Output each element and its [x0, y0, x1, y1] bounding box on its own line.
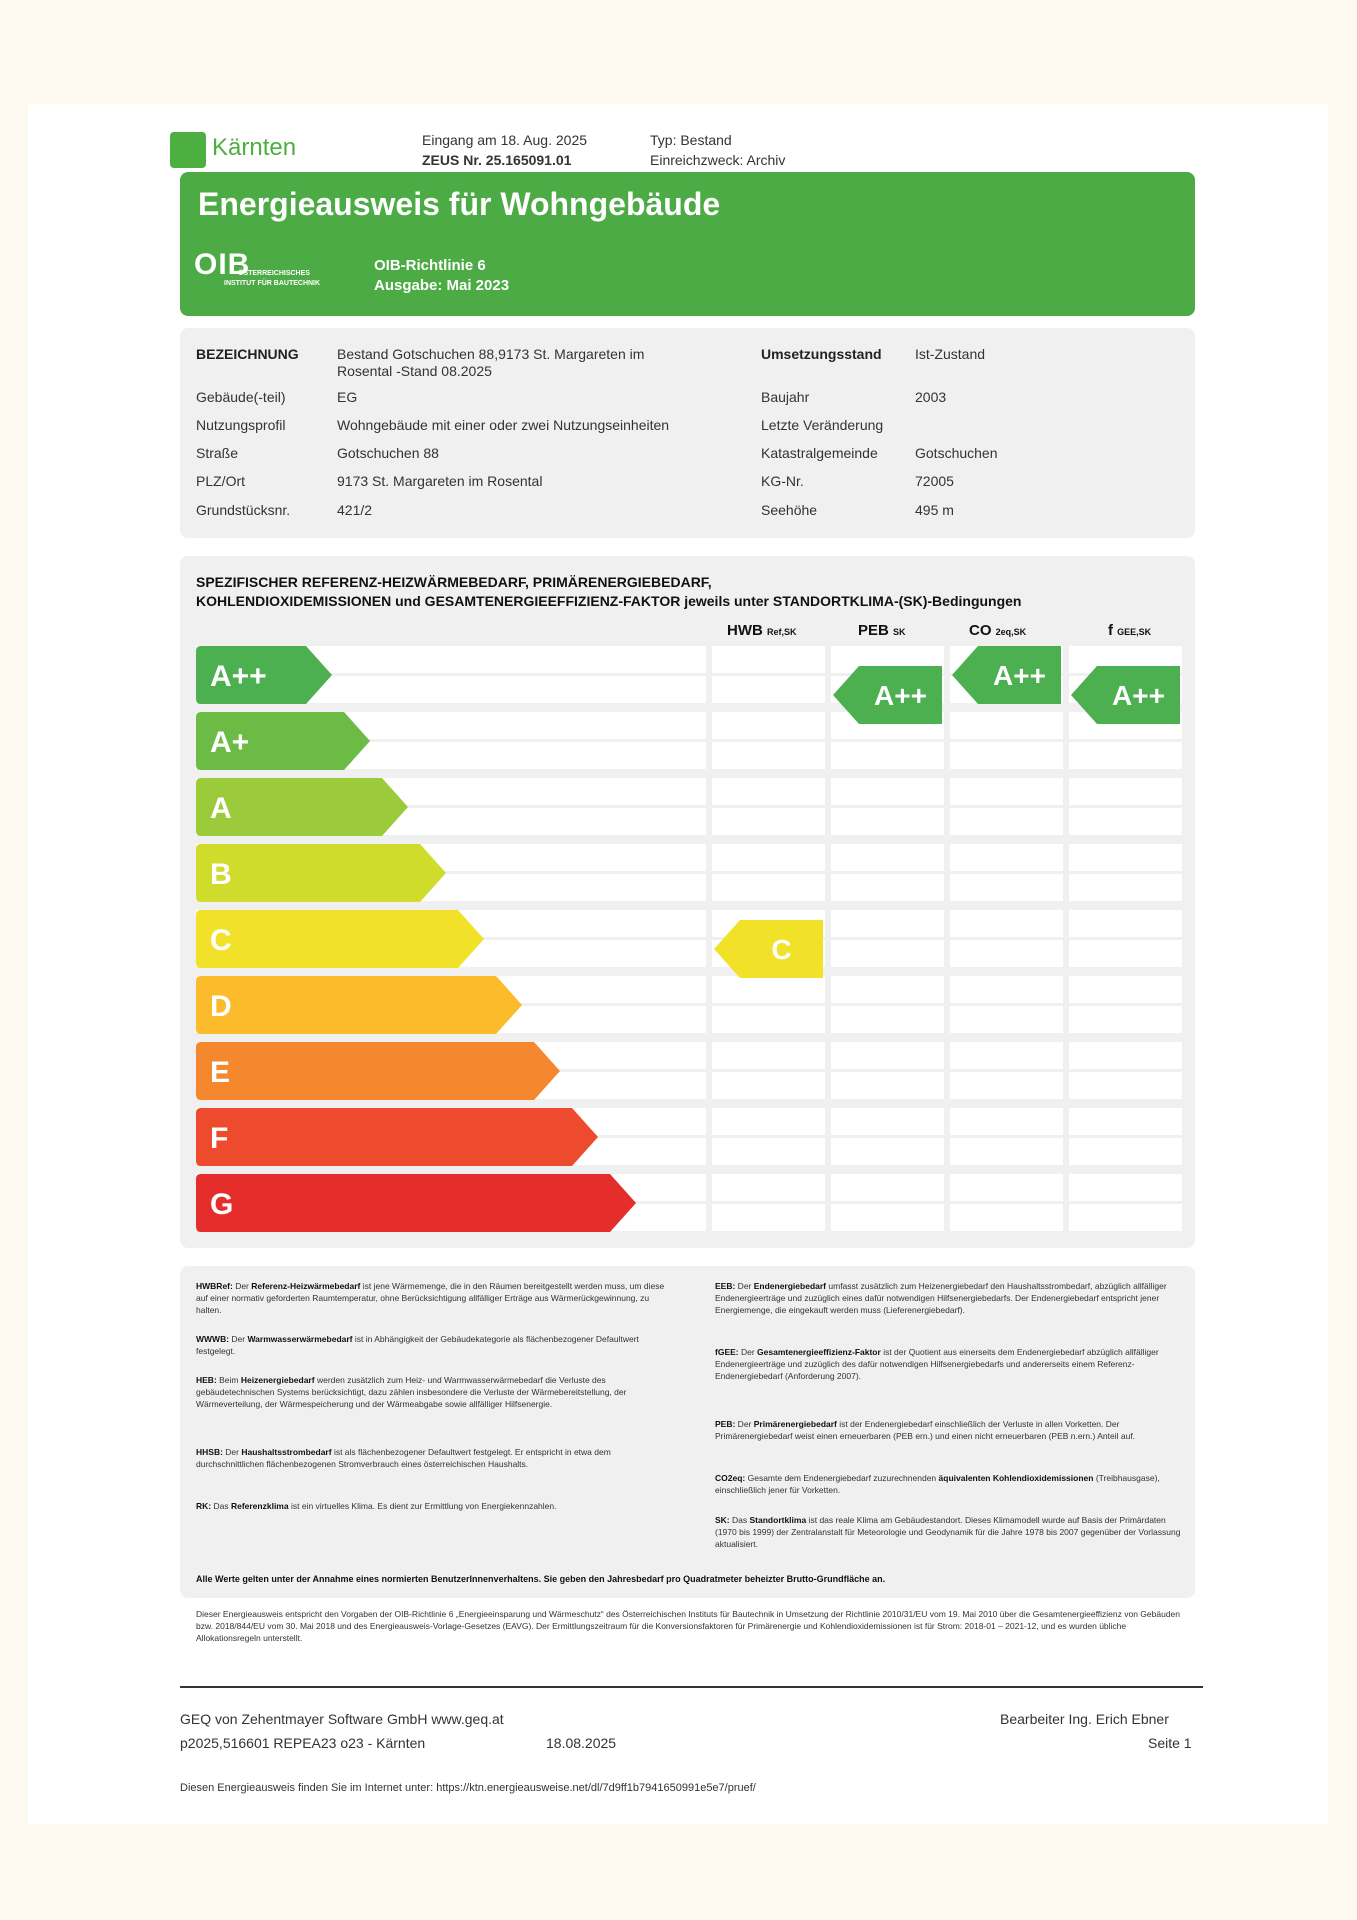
class-label: D: [210, 990, 232, 1023]
rating-cell: [1069, 1072, 1182, 1099]
seehoehe-label: Seehöhe: [761, 502, 818, 518]
def-rk-term: RK:: [196, 1501, 212, 1511]
def-co2-text-2: (Treibhausgase), einschließlich jener für Vorketten.: [715, 1473, 1160, 1495]
plz-label: PLZ/Ort: [196, 473, 246, 489]
rating-cell: [950, 1006, 1063, 1033]
rating-cell: [950, 742, 1063, 769]
def-peb-term: PEB:: [715, 1419, 736, 1429]
eingang-date: Eingang am 18. Aug. 2025: [422, 132, 588, 148]
rating-cell: [712, 1108, 825, 1135]
rating-cell: [712, 1204, 825, 1231]
bearbeiter: Bearbeiter Ing. Erich Ebner: [1000, 1711, 1169, 1727]
seehoehe-value: 495 m: [915, 502, 954, 518]
nutzung-label: Nutzungsprofil: [196, 417, 286, 433]
rating-cell: [831, 874, 944, 901]
report-code: p2025,516601 REPEA23 o23 - Kärnten: [180, 1735, 426, 1751]
def-fgee-term: fGEE:: [715, 1347, 739, 1357]
software-credit: GEQ von Zehentmayer Software GmbH www.geq.at: [180, 1711, 504, 1727]
richtlinie: OIB-Richtlinie 6: [374, 257, 486, 274]
def-fgee-bold: Gesamtenergieeffizienz-Faktor: [757, 1347, 881, 1357]
rating-cell: [1069, 742, 1182, 769]
rating-cell: [1069, 1204, 1182, 1231]
legend-footnote: Alle Werte gelten unter der Annahme eines normierten BenutzerInnenverhaltens. Sie geben den Jahresbedarf pro Quadratmeter beheizter Brutto-Grundfläche an.: [196, 1574, 886, 1584]
def-sk: [715, 1514, 1185, 1550]
bezeichnung-line-2: Rosental -Stand 08.2025: [337, 363, 492, 379]
plz-value: 9173 St. Margareten im Rosental: [337, 473, 543, 489]
rating-cell: [712, 874, 825, 901]
col-peb-sub: SK: [893, 627, 906, 637]
rating-cell: [831, 1174, 944, 1201]
rating-cell: [712, 778, 825, 805]
rating-cell: [950, 910, 1063, 937]
rating-cell: [1069, 1174, 1182, 1201]
bezeichnung-label: BEZEICHNUNG: [196, 346, 299, 362]
col-peb-label: PEB: [858, 622, 889, 639]
online-url: Diesen Energieausweis finden Sie im Internet unter: https://ktn.energieausweise.net/dl/7d9ff1b7941650991e5e7/pruef/: [180, 1782, 756, 1794]
gebaeude-label: Gebäude(-teil): [196, 389, 286, 405]
chart-title-line-2: KOHLENDIOXIDEMISSIONEN und GESAMTENERGIEEFFIZIENZ-FAKTOR jeweils unter STANDORTKLIMA-(SK)-Bedingungen: [196, 593, 1022, 609]
def-peb-text: ist der Endenergiebedarf einschließlich der Verluste in allen Vorketten. Der Primärenergiebedarf weist einen erneuerbaren (PEB ern.) und einen nicht erneuerbaren (PEB n.ern.) Anteil auf.: [715, 1419, 1136, 1441]
nutzung-value: Wohngebäude mit einer oder zwei Nutzungseinheiten: [337, 417, 670, 433]
baujahr-label: Baujahr: [761, 389, 810, 405]
col-co2-label: CO: [969, 622, 992, 639]
rating-cell: [712, 1138, 825, 1165]
rating-cell: [831, 808, 944, 835]
rating-cell: [831, 778, 944, 805]
rating-cell: [831, 1072, 944, 1099]
zeus-number: ZEUS Nr. 25.165091.01: [422, 152, 572, 168]
rating-cell: [1069, 844, 1182, 871]
col-hwb-label: HWB: [727, 622, 763, 639]
rating-cell: [712, 1174, 825, 1201]
rating-cell: [712, 712, 825, 739]
rating-cell: [831, 910, 944, 937]
rating-cell: [950, 940, 1063, 967]
bezeichnung-line-1: Bestand Gotschuchen 88,9173 St. Margareten im: [337, 346, 645, 362]
disclaimer: Dieser Energieausweis entspricht den Vorgaben der OIB-Richtlinie 6 „Energieeinsparung und Wärmeschutz“ des Österreichischen Instituts für Bautechnik in Umsetzung der Richtlinie 2010/31/EU vom 19. Mai 2010 über die Gesamtenergieeffizienz von Gebäuden bzw. 2018/844/EU vom 30. Mai 2018 und des Energieausweis-Vorlage-Gesetzes (EAVG). Der Ermittlungszeitraum für die Konversionsfaktoren für Primärenergie und Kohlendioxidemissionen ist für Strom: 2018-01 – 2021-12, und es wurden übliche Allokationsregeln unterstellt.: [196, 1609, 1181, 1643]
rating-cell: [950, 1138, 1063, 1165]
def-rk-bold: Referenzklima: [230, 1501, 289, 1511]
page-title: Energieausweis für Wohngebäude: [198, 186, 721, 222]
class-bar-g: [196, 1174, 636, 1232]
rating-cell: [950, 712, 1063, 739]
col-hwb-sub: Ref,SK: [767, 627, 797, 637]
rating-cell: [950, 1072, 1063, 1099]
def-hhsb: HHSB: Der Haushaltsstrombedarf ist als flächenbezogener Defaultwert festgelegt. Er entspricht in etwa dem durchschnittlichen flächenbezogenen Stromverbrauch eines österreichischen Haushalts.: [196, 1447, 611, 1469]
rating-label: C: [771, 934, 792, 965]
def-hhsb-term: HHSB:: [196, 1447, 223, 1457]
def-hwb: HWBRef: Der Referenz-Heizwärmebedarf ist jene Wärmemenge, die in den Räumen bereitgestellt werden muss, um diese auf einer normativ geforderten Raumtemperatur, ohne Berücksichtigung allfälliger Erträge aus Wärmerückgewinnung, zu halten.: [196, 1281, 665, 1315]
def-wwwb: WWWB: Der Warmwasserwärmebedarf ist in Abhängigkeit der Gebäudekategorie als flächenbezogener Defaultwert festgelegt.: [196, 1334, 639, 1356]
kataster-value: Gotschuchen: [915, 445, 998, 461]
rating-cell: [831, 1006, 944, 1033]
typ: Typ: Bestand: [650, 132, 732, 148]
rating-cell: [950, 1204, 1063, 1231]
rating-cell: [950, 1174, 1063, 1201]
rating-cell: [712, 646, 825, 673]
def-heb-bold: Heizenergiebedarf: [240, 1375, 315, 1385]
def-eeb-text: umfasst zusätzlich zum Heizenergiebedarf den Haushaltsstrombedarf, abzüglich allfälliger Endenergieerträge und zuzüglich eines dafür notwendigen Hilfsenergiebedarfs. Der Endenergiebedarf entspricht jener Energiemenge, die eingekauft werden muss (Lieferenergiebedarf).: [715, 1281, 1167, 1315]
def-heb-term: HEB:: [196, 1375, 217, 1385]
rating-cell: [712, 742, 825, 769]
col-f-sub: GEE,SK: [1117, 627, 1152, 637]
veraenderung-label: Letzte Veränderung: [761, 417, 884, 433]
class-label: F: [210, 1122, 229, 1155]
rating-cell: [712, 676, 825, 703]
page-number: Seite 1: [1148, 1735, 1192, 1751]
umsetzung-label: Umsetzungsstand: [761, 346, 882, 362]
rating-cell: [1069, 1138, 1182, 1165]
col-co2-sub: 2eq,SK: [995, 627, 1027, 637]
einreichzweck: Einreichzweck: Archiv: [650, 152, 786, 168]
rating-cell: [950, 874, 1063, 901]
gebaeude-value: EG: [337, 389, 358, 405]
def-hwb-text: ist jene Wärmemenge, die in den Räumen bereitgestellt werden muss, um diese auf einer normativ geforderten Raumtemperatur, ohne Berücksichtigung allfälliger Erträge aus Wärmerückgewinnung, zu halten.: [196, 1281, 665, 1315]
def-hhsb-bold: Haushaltsstrombedarf: [241, 1447, 332, 1457]
def-co2-term: CO2eq:: [715, 1473, 746, 1483]
class-label: A: [210, 792, 232, 825]
rating-label: A++: [874, 680, 927, 711]
def-hwb-bold: Referenz-Heizwärmebedarf: [251, 1281, 361, 1291]
def-eeb: EEB: Der Endenergiebedarf umfasst zusätzlich zum Heizenergiebedarf den Haushaltsstrombedarf, abzüglich allfälliger Endenergieerträge und zuzüglich eines dafür notwendigen Hilfsenergiebedarfs. Der Endenergiebedarf entspricht jener Energiemenge, die eingekauft werden muss (Lieferenergiebedarf).: [715, 1281, 1167, 1315]
def-eeb-bold: Endenergiebedarf: [753, 1281, 827, 1291]
baujahr-value: 2003: [915, 389, 947, 405]
def-sk-text-2: ist das reale Klima am Gebäudestandort. Dieses Klimamodell wurde auf Basis der Primärdaten (1970 bis 1999) der Zentralanstalt für Meteorologie und Geodynamik für die Jahre 1978 bis 2007 gegenüber der Vorlassung aktualisiert.: [715, 1515, 1181, 1549]
report-date: 18.08.2025: [546, 1735, 617, 1751]
def-fgee-text: ist der Quotient aus einerseits dem Endenergiebedarf abzüglich allfälliger Endenergieerträge und zuzüglich des dafür notwendigen Hilfsenergiebedarfs und andererseits einem Referenz-Endenergiebedarf (Anforderung 2007).: [715, 1347, 1159, 1381]
region-logo-text: Kärnten: [212, 134, 297, 161]
def-rk-text: ist ein virtuelles Klima. Es dient zur Ermittlung von Energiekennzahlen.: [290, 1501, 557, 1511]
rating-cell: [1069, 778, 1182, 805]
class-bar-f: [196, 1108, 598, 1166]
rating-cell: [1069, 1108, 1182, 1135]
class-label: B: [210, 858, 232, 891]
rating-cell: [831, 1204, 944, 1231]
kg-label: KG-Nr.: [761, 473, 804, 489]
rating-cell: [950, 976, 1063, 1003]
rating-cell: [950, 1042, 1063, 1069]
def-wwwb-text: ist in Abhängigkeit der Gebäudekategorie als flächenbezogener Defaultwert festgelegt.: [196, 1334, 639, 1356]
class-label: E: [210, 1056, 231, 1089]
class-label: A+: [210, 726, 250, 759]
rating-cell: [950, 1108, 1063, 1135]
class-bar-e: [196, 1042, 560, 1100]
class-label: G: [210, 1188, 234, 1221]
def-hwb-term: HWBRef:: [196, 1281, 233, 1291]
def-wwwb-bold: Warmwasserwärmebedarf: [247, 1334, 353, 1344]
rating-cell: [1069, 940, 1182, 967]
def-heb: HEB: Beim Heizenergiebedarf werden zusätzlich zum Heiz- und Warmwasserwärmebedarf die Verluste des gebäudetechnischen Systems berücksichtigt, dazu zählen insbesondere die Verluste der Wärmebereitstellung, der Wärmeverteilung, der Wärmespeicherung und der Wärmeabgabe sowie allfälliger Hilfsenergie.: [196, 1375, 627, 1409]
rating-cell: [712, 1006, 825, 1033]
def-co2: [715, 1472, 1185, 1496]
rating-cell: [712, 1072, 825, 1099]
class-label: A++: [210, 660, 267, 693]
strasse-label: Straße: [196, 445, 239, 461]
rating-cell: [831, 1042, 944, 1069]
rating-cell: [831, 844, 944, 871]
def-eeb-term: EEB:: [715, 1281, 736, 1291]
chart-title-line-1: SPEZIFISCHER REFERENZ-HEIZWÄRMEBEDARF, PRIMÄRENERGIEBEDARF,: [196, 574, 712, 590]
rating-cell: [831, 940, 944, 967]
rating-cell: [831, 976, 944, 1003]
oib-sub-line-1: ÖSTERREICHISCHES: [238, 270, 310, 277]
strasse-value: Gotschuchen 88: [337, 445, 439, 461]
class-bar-d: [196, 976, 522, 1034]
rating-cell: [1069, 1042, 1182, 1069]
rating-cell: [1069, 976, 1182, 1003]
def-hhsb-text: ist als flächenbezogener Defaultwert festgelegt. Er entspricht in etwa dem durchschnittlichen flächenbezogenen Stromverbrauch eines österreichischen Haushalts.: [196, 1447, 611, 1469]
rating-cell: [712, 844, 825, 871]
def-sk-bold: Standortklima: [749, 1515, 807, 1525]
rating-cell: [950, 778, 1063, 805]
col-f-label: f: [1108, 622, 1113, 639]
rating-cell: [831, 742, 944, 769]
def-sk-text: Das: [732, 1515, 748, 1525]
rating-cell: [950, 844, 1063, 871]
rating-cell: [1069, 874, 1182, 901]
oib-logo: OIB: [194, 248, 251, 281]
oib-sub-line-2: INSTITUT FÜR BAUTECHNIK: [224, 280, 321, 287]
class-bar-b: [196, 844, 446, 902]
rating-cell: [712, 808, 825, 835]
def-peb-bold: Primärenergiebedarf: [753, 1419, 837, 1429]
rating-label: A++: [993, 660, 1046, 691]
rating-cell: [1069, 1006, 1182, 1033]
ausgabe: Ausgabe: Mai 2023: [374, 277, 510, 294]
rating-cell: [1069, 910, 1182, 937]
grund-value: 421/2: [337, 502, 373, 518]
rating-cell: [831, 1138, 944, 1165]
footer-divider: [180, 1686, 1203, 1688]
rating-cell: [712, 976, 825, 1003]
rating-label: A++: [1112, 680, 1165, 711]
rating-cell: [1069, 808, 1182, 835]
def-co2-text: Gesamte dem Endenergiebedarf zuzurechnenden: [747, 1473, 937, 1483]
kg-value: 72005: [915, 473, 954, 489]
grund-label: Grundstücksnr.: [196, 502, 291, 518]
class-bar-c: [196, 910, 484, 968]
rating-cell: [950, 808, 1063, 835]
class-label: C: [210, 924, 232, 957]
def-peb: PEB: Der Primärenergiebedarf ist der Endenergiebedarf einschließlich der Verluste in allen Vorketten. Der Primärenergiebedarf weist einen erneuerbaren (PEB ern.) und einen nicht erneuerbaren (PEB n.ern.) Anteil auf.: [715, 1419, 1136, 1441]
def-fgee: fGEE: Der Gesamtenergieeffizienz-Faktor ist der Quotient aus einerseits dem Endenergiebedarf abzüglich allfälliger Endenergieerträge und zuzüglich des dafür notwendigen Hilfsenergiebedarfs und andererseits einem Referenz-Endenergiebedarf (Anforderung 2007).: [715, 1347, 1159, 1381]
def-sk-term: SK:: [715, 1515, 730, 1525]
rating-cell: [831, 1108, 944, 1135]
def-rk: RK: Das Referenzklima ist ein virtuelles Klima. Es dient zur Ermittlung von Energiekennzahlen.: [196, 1501, 557, 1511]
kataster-label: Katastralgemeinde: [761, 445, 878, 461]
def-co2-bold: äquivalenten Kohlendioxidemissionen: [938, 1473, 1094, 1483]
def-wwwb-term: WWWB:: [196, 1334, 230, 1344]
umsetzung-value: Ist-Zustand: [915, 346, 986, 362]
rating-cell: [712, 1042, 825, 1069]
def-heb-text: werden zusätzlich zum Heiz- und Warmwasserwärmebedarf die Verluste des gebäudetechnischen Systems berücksichtigt, dazu zählen insbesondere die Verluste der Wärmebereitstellung, der Wärmeverteilung, der Wärmespeicherung und der Wärmeabgabe sowie allfälliger Hilfsenergie.: [196, 1375, 627, 1409]
